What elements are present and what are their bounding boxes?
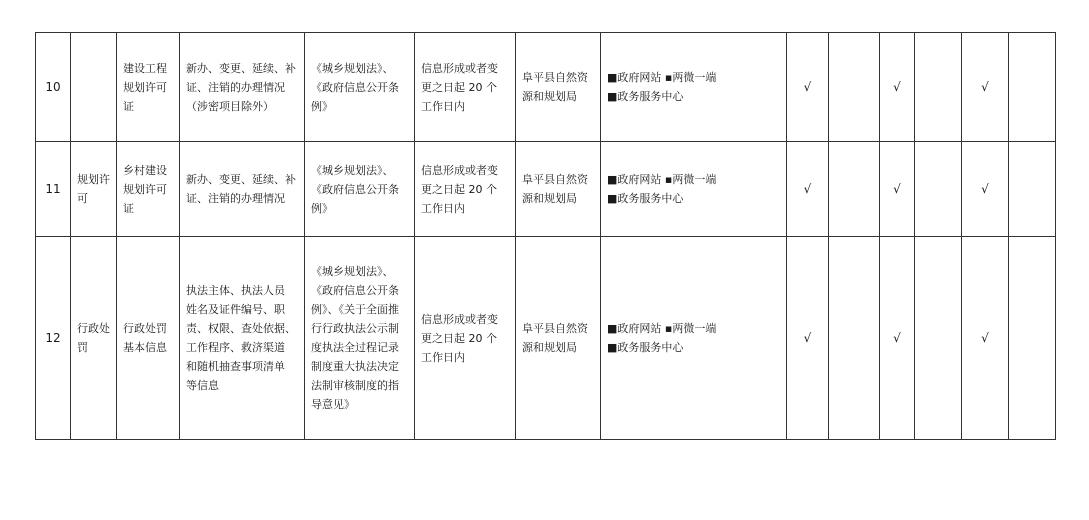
subject-line: 阜平县自然资 — [522, 71, 588, 84]
time-limit-cell — [415, 33, 516, 142]
time-limit-line: 工作日内 — [421, 99, 465, 113]
check-mark-cell — [787, 237, 829, 440]
time-limit-line: 更之日起 20 个 — [421, 182, 497, 196]
subject-line: 源和规划局 — [522, 341, 577, 354]
time-limit-line: 工作日内 — [421, 201, 465, 215]
channel-line: ■政务服务中心 — [607, 341, 684, 354]
check-mark-icon: √ — [981, 181, 989, 196]
content-line: （涉密项目除外） — [186, 99, 274, 113]
empty-cell — [829, 142, 880, 237]
table-row — [36, 33, 1056, 142]
time-limit-line: 工作日内 — [421, 350, 465, 364]
row-number-cell — [36, 237, 71, 440]
item-text: 行政处罚基本信息 — [123, 322, 167, 354]
basis-cell — [305, 237, 415, 440]
category-cell — [71, 142, 117, 237]
item-text: 乡村建设规划许可证 — [123, 163, 167, 215]
subject-line: 源和规划局 — [522, 90, 577, 103]
subject-line: 源和规划局 — [522, 192, 577, 205]
table-row — [36, 142, 1056, 237]
check-mark-cell — [787, 142, 829, 237]
category-cell — [71, 237, 117, 440]
category-text: 行政处罚 — [77, 322, 110, 354]
time-limit-cell — [415, 142, 516, 237]
content-line: 责、权限、查处依据、 — [186, 322, 296, 335]
time-limit-cell — [415, 237, 516, 440]
table-row — [36, 237, 1056, 440]
content-line: 执法主体、执法人员 — [186, 284, 285, 297]
basis-line: 行行政执法公示制 — [311, 322, 399, 335]
item-cell — [117, 142, 180, 237]
check-mark-icon: √ — [803, 79, 812, 94]
basis-line: 《政府信息公开条 — [311, 182, 399, 196]
row-number: 10 — [45, 79, 61, 94]
basis-line: 《政府信息公开条 — [311, 284, 399, 297]
empty-cell — [915, 33, 962, 142]
channel-line: ■政府网站 ▪两微一端 — [607, 322, 717, 335]
content-line: 证、注销的办理情况 — [186, 192, 285, 205]
check-mark-icon: √ — [981, 330, 989, 345]
basis-line: 例》 — [311, 99, 333, 113]
content-line: 工作程序、救济渠道 — [186, 341, 285, 354]
content-line: 新办、变更、延续、补 — [186, 173, 296, 186]
time-limit-line: 信息形成或者变 — [421, 163, 498, 177]
channel-line: ■政府网站 ▪两微一端 — [607, 71, 717, 84]
content-cell — [180, 33, 305, 142]
check-mark-icon: √ — [893, 330, 901, 345]
channels-cell — [601, 142, 787, 237]
empty-cell — [1009, 142, 1056, 237]
subject-line: 阜平县自然资 — [522, 322, 588, 335]
row-number-cell — [36, 33, 71, 142]
time-limit-line: 信息形成或者变 — [421, 312, 498, 326]
row-number: 11 — [45, 181, 61, 196]
content-line: 和随机抽查事项清单 — [186, 360, 285, 373]
channels-cell — [601, 237, 787, 440]
channel-line: ■政务服务中心 — [607, 192, 684, 205]
time-limit-line: 更之日起 20 个 — [421, 331, 497, 345]
time-limit-line: 信息形成或者变 — [421, 61, 498, 75]
row-number: 12 — [45, 330, 61, 345]
check-mark-icon: √ — [893, 79, 901, 94]
content-cell — [180, 237, 305, 440]
content-cell — [180, 142, 305, 237]
empty-cell — [1009, 237, 1056, 440]
basis-line: 《城乡规划法》、 — [311, 163, 394, 177]
channels-cell — [601, 33, 787, 142]
basis-line: 法制审核制度的指 — [311, 379, 399, 392]
table-body — [36, 33, 1056, 440]
check-mark-icon: √ — [803, 330, 812, 345]
category-cell — [71, 33, 117, 142]
empty-cell — [1009, 33, 1056, 142]
check-mark-cell — [962, 237, 1009, 440]
check-mark-cell — [880, 237, 915, 440]
content-line: 证、注销的办理情况 — [186, 80, 285, 94]
subject-cell — [516, 237, 601, 440]
basis-line: 《城乡规划法》、 — [311, 265, 394, 278]
check-mark-cell — [880, 33, 915, 142]
content-line: 新办、变更、延续、补 — [186, 61, 296, 75]
empty-cell — [915, 237, 962, 440]
basis-line: 《政府信息公开条 — [311, 80, 399, 94]
subject-line: 阜平县自然资 — [522, 173, 588, 186]
content-line: 等信息 — [186, 379, 219, 392]
disclosure-table — [35, 32, 1056, 440]
category-text: 规划许可 — [77, 173, 110, 205]
row-number-cell — [36, 142, 71, 237]
basis-line: 例》、《关于全面推 — [311, 303, 399, 316]
time-limit-line: 更之日起 20 个 — [421, 80, 497, 94]
basis-line: 例》 — [311, 201, 333, 215]
item-cell — [117, 33, 180, 142]
content-line: 姓名及证件编号、职 — [186, 303, 285, 316]
channel-line: ■政务服务中心 — [607, 90, 684, 103]
check-mark-icon: √ — [981, 79, 989, 94]
channel-line: ■政府网站 ▪两微一端 — [607, 173, 717, 186]
subject-cell — [516, 142, 601, 237]
basis-line: 制度重大执法决定 — [311, 360, 399, 373]
check-mark-cell — [962, 33, 1009, 142]
empty-cell — [829, 33, 880, 142]
check-mark-cell — [880, 142, 915, 237]
basis-line: 《城乡规划法》、 — [311, 61, 394, 75]
check-mark-icon: √ — [803, 181, 812, 196]
check-mark-cell — [962, 142, 1009, 237]
item-text: 建设工程规划许可证 — [123, 61, 167, 113]
basis-line: 度执法全过程记录 — [311, 341, 399, 354]
subject-cell — [516, 33, 601, 142]
empty-cell — [915, 142, 962, 237]
basis-cell — [305, 142, 415, 237]
empty-cell — [829, 237, 880, 440]
basis-line: 导意见》 — [311, 398, 355, 411]
basis-cell — [305, 33, 415, 142]
item-cell — [117, 237, 180, 440]
check-mark-cell — [787, 33, 829, 142]
check-mark-icon: √ — [893, 181, 901, 196]
